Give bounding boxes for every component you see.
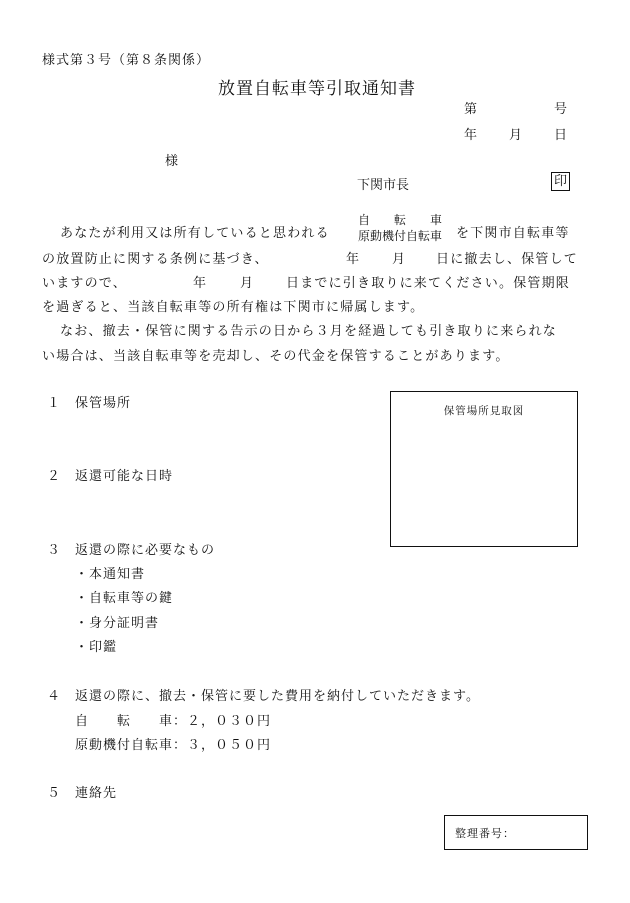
section-2-label: 返還可能な日時	[75, 469, 174, 484]
form-number: 様式第３号（第８条関係）	[42, 53, 211, 68]
vehicle-type-stack	[358, 212, 442, 244]
date-month: 月	[509, 128, 523, 143]
reference-number-label: 整理番号：	[455, 827, 515, 840]
section-4-number: ４	[47, 689, 62, 704]
section-5-label: 連絡先	[75, 786, 118, 801]
body-line-1-end: を下関市自転車等	[456, 226, 570, 241]
reference-number-box	[444, 815, 588, 850]
body-line-2-month: 月	[392, 252, 407, 267]
number-prefix: 第	[464, 102, 478, 117]
required-item: ・自転車等の鍵	[75, 591, 174, 606]
body-line-4: を過ぎると、当該自転車等の所有権は下関市に帰属します。	[42, 300, 425, 315]
document-title: 放置自転車等引取通知書	[218, 79, 416, 99]
date-year: 年	[464, 128, 478, 143]
vehicle-type-bicycle: 自 転 車	[358, 213, 443, 227]
section-3-number: ３	[47, 543, 62, 558]
body-line-3-year: 年	[193, 276, 208, 291]
section-1-label: 保管場所	[75, 396, 132, 411]
body-line-3-start: いますので、	[42, 276, 127, 291]
body-line-1-start: あなたが利用又は所有していると思われる	[60, 226, 330, 241]
required-item: ・本通知書	[75, 567, 146, 582]
addressee-suffix: 様	[165, 154, 179, 169]
section-4-label: 返還の際に、撤去・保管に要した費用を納付していただきます。	[75, 689, 480, 704]
section-1-number: １	[47, 396, 62, 411]
body-line-5: なお、撤去・保管に関する告示の日から３月を経過しても引き取りに来られな	[60, 324, 558, 339]
section-2-number: ２	[47, 469, 62, 484]
storage-map-label: 保管場所見取図	[443, 405, 525, 417]
required-item: ・身分証明書	[75, 616, 160, 631]
fee-bicycle: 自 転 車：２，０３０円	[75, 714, 272, 729]
issuer-name: 下関市長	[357, 178, 410, 193]
fee-moped: 原動機付自転車：３，０５０円	[75, 738, 272, 753]
body-line-2-start: の放置防止に関する条例に基づき、	[42, 252, 269, 267]
body-line-6: い場合は、当該自転車等を売却し、その代金を保管することがあります。	[42, 349, 510, 364]
number-suffix: 号	[554, 102, 568, 117]
section-5-number: ５	[47, 786, 62, 801]
body-line-2-year: 年	[346, 252, 361, 267]
section-3-label: 返還の際に必要なもの	[75, 543, 216, 558]
body-line-2-end: 日に撤去し、保管して	[436, 252, 579, 267]
body-line-3-end: 日までに引き取りに来てください。保管期限	[286, 276, 571, 291]
seal-stamp: 印	[551, 172, 570, 191]
body-line-3-month: 月	[240, 276, 255, 291]
vehicle-type-moped: 原動機付自転車	[358, 229, 443, 243]
required-item: ・印鑑	[75, 640, 118, 655]
date-day: 日	[554, 128, 568, 143]
storage-map-box	[390, 391, 578, 547]
